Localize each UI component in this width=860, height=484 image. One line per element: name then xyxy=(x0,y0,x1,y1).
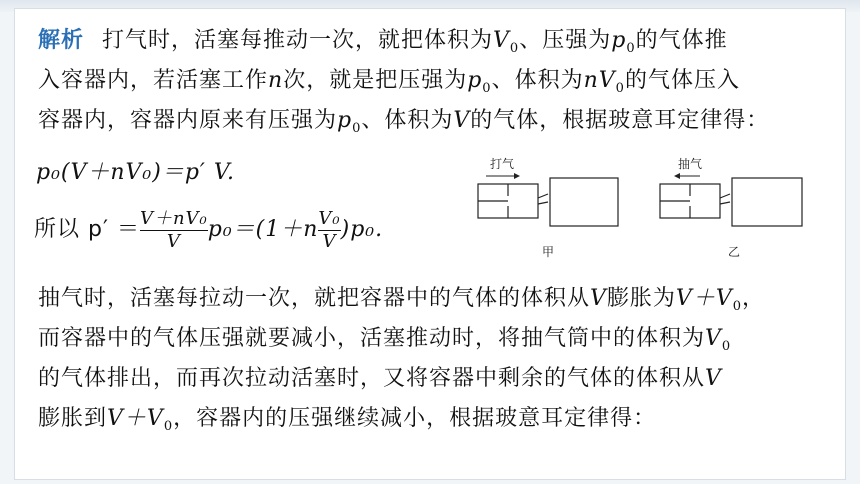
symbol-V: V xyxy=(590,286,607,311)
paragraph1-line1 xyxy=(38,26,728,64)
diagram-caption-right: 乙 xyxy=(728,245,741,259)
paragraph2-line3 xyxy=(38,364,722,394)
symbol-nV0: $nV_0$ xyxy=(583,68,625,96)
paragraph2-line2 xyxy=(38,324,731,362)
text: 、压强为 xyxy=(519,28,612,53)
text: 的气体，根据玻意耳定律得： xyxy=(470,108,770,133)
symbol-V-plus-V0: $V+V_0$ xyxy=(675,286,742,314)
text: 膨胀为 xyxy=(606,286,676,311)
text: 而容器中的气体压强就要减小，活塞推动时，将抽气筒中的体积为 xyxy=(38,326,706,351)
text: 次，就是把压强为 xyxy=(283,68,468,93)
pump-diagram xyxy=(470,150,810,274)
text: 入容器内，若活塞工作 xyxy=(38,68,269,93)
text: 打气时，活塞每推动一次，就把体积为 xyxy=(102,28,494,53)
symbol-p0: $p_0$ xyxy=(611,28,636,56)
text: ，容器内的压强继续减小，根据玻意耳定律得： xyxy=(173,406,657,431)
symbol-n: n xyxy=(268,68,284,93)
text: 、体积为 xyxy=(491,68,584,93)
diagram-label-left: 打气 xyxy=(490,157,515,171)
text: 的气体排出，而再次拉动活塞时，又将容器中剩余的气体的体积从 xyxy=(38,366,706,391)
text: ， xyxy=(742,286,766,311)
symbol-V: V xyxy=(453,108,471,133)
text: 的气体压入 xyxy=(624,68,740,93)
paragraph2-line1 xyxy=(38,284,765,322)
symbol-p0: $p_0$ xyxy=(337,108,362,136)
eq2-middle: p₀＝(1＋n xyxy=(207,217,319,242)
text: 膨胀到 xyxy=(38,406,108,431)
fraction-1: $\frac{\text{V＋nV₀}}{V}$ xyxy=(139,207,208,252)
eq2-suffix: )p₀. xyxy=(340,217,384,242)
text: 容器内，容器内原来有压强为 xyxy=(38,108,338,133)
diagram-caption-left: 甲 xyxy=(542,245,555,259)
paragraph1-line3 xyxy=(38,106,769,144)
analysis-keyword: 解析 xyxy=(38,28,85,53)
equation-2 xyxy=(34,208,383,252)
eq2-prefix: 所以 p′ ＝ xyxy=(34,217,140,242)
fraction-2: $\frac{\text{V₀}}{V}$ xyxy=(318,207,341,252)
paragraph1-line2 xyxy=(38,66,740,104)
equation-1: p₀(V＋nV₀)＝p′ V. xyxy=(36,160,235,185)
diagram-label-right: 抽气 xyxy=(678,157,703,171)
symbol-V: V xyxy=(705,366,722,391)
paragraph2-line4 xyxy=(38,404,656,442)
text: 、体积为 xyxy=(361,108,454,133)
symbol-V0: $V_0$ xyxy=(493,28,520,56)
symbol-V-plus-V0: $V+V_0$ xyxy=(107,406,174,434)
symbol-p0: $p_0$ xyxy=(467,68,492,96)
text: 抽气时，活塞每拉动一次，就把容器中的气体的体积从 xyxy=(38,286,591,311)
text: 的气体推 xyxy=(635,28,728,53)
symbol-V0: $V_0$ xyxy=(705,326,732,354)
